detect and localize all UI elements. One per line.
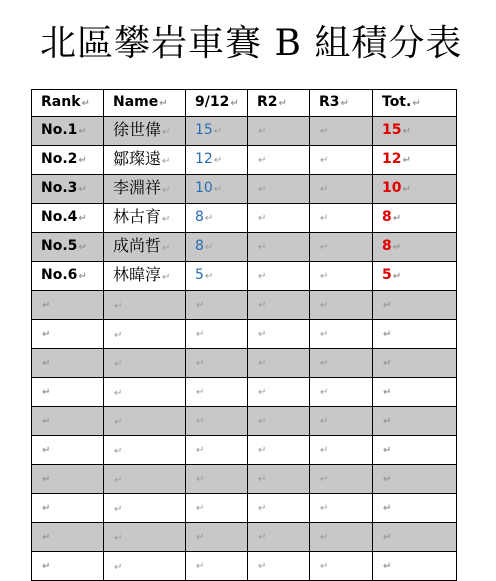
cell-total xyxy=(373,291,457,320)
cell-name xyxy=(104,349,186,378)
cell-round-3 xyxy=(310,436,373,465)
cell-round-1 xyxy=(186,291,248,320)
cell-total: 10↵ xyxy=(373,175,457,204)
paragraph-mark: ↵ xyxy=(402,155,411,166)
paragraph-mark: ↵ xyxy=(258,213,267,224)
header-round-1: 9/12↵ xyxy=(186,90,248,117)
cell-name xyxy=(104,407,186,436)
paragraph-mark: ↵ xyxy=(42,358,51,369)
header-round-3: R3↵ xyxy=(310,90,373,117)
paragraph-mark: ↵ xyxy=(162,272,171,283)
header-row xyxy=(32,90,457,117)
paragraph-mark: ↵ xyxy=(42,445,51,456)
cell-rank xyxy=(32,291,104,320)
paragraph-mark: ↵ xyxy=(258,503,267,514)
cell-total: 15↵ xyxy=(373,117,457,146)
cell-round-1 xyxy=(186,407,248,436)
cell-rank xyxy=(32,523,104,552)
cell-round-3 xyxy=(310,494,373,523)
paragraph-mark: ↵ xyxy=(258,300,267,311)
paragraph-mark: ↵ xyxy=(78,126,87,137)
cell-rank: No.1↵ xyxy=(32,117,104,146)
cell-round-1 xyxy=(186,523,248,552)
paragraph-mark: ↵ xyxy=(383,300,392,311)
cell-total: 8↵ xyxy=(373,204,457,233)
paragraph-mark: ↵ xyxy=(42,416,51,427)
paragraph-mark: ↵ xyxy=(204,242,214,253)
cell-total: 5↵ xyxy=(373,262,457,291)
cell-round-3 xyxy=(310,523,373,552)
cell-total xyxy=(373,436,457,465)
table-row xyxy=(32,146,457,175)
cell-name xyxy=(104,436,186,465)
paragraph-mark: ↵ xyxy=(204,271,214,282)
page-title: 北區攀岩車賽 B 組積分表 xyxy=(40,23,463,64)
cell-total xyxy=(373,378,457,407)
paragraph-mark: ↵ xyxy=(320,416,329,427)
cell-round-2 xyxy=(248,262,310,291)
cell-name xyxy=(104,552,186,581)
cell-rank xyxy=(32,465,104,494)
paragraph-mark: ↵ xyxy=(196,561,205,572)
cell-round-2 xyxy=(248,407,310,436)
paragraph-mark: ↵ xyxy=(320,387,329,398)
cell-name xyxy=(104,494,186,523)
table-row xyxy=(32,523,457,552)
paragraph-mark: ↵ xyxy=(162,214,171,225)
table-row xyxy=(32,436,457,465)
paragraph-mark: ↵ xyxy=(258,271,267,282)
paragraph-mark: ↵ xyxy=(78,271,87,282)
cell-round-2 xyxy=(248,204,310,233)
cell-round-1 xyxy=(186,436,248,465)
paragraph-mark: ↵ xyxy=(258,416,267,427)
paragraph-mark: ↵ xyxy=(213,126,223,137)
paragraph-mark: ↵ xyxy=(320,126,329,137)
cell-rank: No.3↵ xyxy=(32,175,104,204)
table-row xyxy=(32,494,457,523)
paragraph-mark: ↵ xyxy=(320,474,329,485)
paragraph-mark: ↵ xyxy=(42,561,51,572)
paragraph-mark: ↵ xyxy=(402,126,411,137)
cell-round-3 xyxy=(310,117,373,146)
cell-round-1: 10↵ xyxy=(186,175,248,204)
paragraph-mark: ↵ xyxy=(114,330,123,341)
paragraph-mark: ↵ xyxy=(114,301,123,312)
paragraph-mark: ↵ xyxy=(383,445,392,456)
cell-round-1: 15↵ xyxy=(186,117,248,146)
paragraph-mark: ↵ xyxy=(258,561,267,572)
paragraph-mark: ↵ xyxy=(383,387,392,398)
paragraph-mark: ↵ xyxy=(196,300,205,311)
cell-round-1: 8↵ xyxy=(186,233,248,262)
cell-name: 成尚哲↵ xyxy=(104,233,186,262)
paragraph-mark: ↵ xyxy=(320,213,329,224)
cell-name xyxy=(104,320,186,349)
cell-round-2 xyxy=(248,291,310,320)
cell-round-1: 8↵ xyxy=(186,204,248,233)
paragraph-mark: ↵ xyxy=(196,532,205,543)
paragraph-mark: ↵ xyxy=(42,387,51,398)
paragraph-mark: ↵ xyxy=(114,417,123,428)
cell-round-1: 12↵ xyxy=(186,146,248,175)
cell-round-2 xyxy=(248,320,310,349)
cell-round-1: 5↵ xyxy=(186,262,248,291)
paragraph-mark: ↵ xyxy=(258,474,267,485)
cell-round-3 xyxy=(310,378,373,407)
paragraph-mark: ↵ xyxy=(383,329,392,340)
paragraph-mark: ↵ xyxy=(114,388,123,399)
cell-total xyxy=(373,349,457,378)
cell-round-2 xyxy=(248,552,310,581)
cell-rank: No.2↵ xyxy=(32,146,104,175)
paragraph-mark: ↵ xyxy=(320,561,329,572)
paragraph-mark: ↵ xyxy=(42,300,51,311)
cell-rank xyxy=(32,436,104,465)
cell-name xyxy=(104,465,186,494)
cell-rank xyxy=(32,552,104,581)
paragraph-mark: ↵ xyxy=(320,242,329,253)
paragraph-mark: ↵ xyxy=(383,532,392,543)
cell-rank xyxy=(32,407,104,436)
paragraph-mark: ↵ xyxy=(392,271,402,282)
paragraph-mark: ↵ xyxy=(320,532,329,543)
paragraph-mark: ↵ xyxy=(258,329,267,340)
paragraph-mark: ↵ xyxy=(204,213,214,224)
cell-round-1 xyxy=(186,494,248,523)
cell-name: 徐世偉↵ xyxy=(104,117,186,146)
paragraph-mark: ↵ xyxy=(383,503,392,514)
paragraph-mark: ↵ xyxy=(196,329,205,340)
table-row xyxy=(32,552,457,581)
cell-name: 林古育↵ xyxy=(104,204,186,233)
paragraph-mark: ↵ xyxy=(383,561,392,572)
paragraph-mark: ↵ xyxy=(320,271,329,282)
table-row xyxy=(32,117,457,146)
paragraph-mark: ↵ xyxy=(42,329,51,340)
paragraph-mark: ↵ xyxy=(320,155,329,166)
paragraph-mark: ↵ xyxy=(258,155,267,166)
paragraph-mark: ↵ xyxy=(258,126,267,137)
paragraph-mark: ↵ xyxy=(258,358,267,369)
paragraph-mark: ↵ xyxy=(320,445,329,456)
cell-round-3 xyxy=(310,262,373,291)
paragraph-mark: ↵ xyxy=(320,300,329,311)
paragraph-mark: ↵ xyxy=(383,474,392,485)
score-table xyxy=(31,89,457,581)
cell-total xyxy=(373,523,457,552)
cell-name xyxy=(104,523,186,552)
cell-rank xyxy=(32,320,104,349)
table-body xyxy=(32,117,457,581)
table-row xyxy=(32,407,457,436)
cell-round-3 xyxy=(310,146,373,175)
header-total: Tot.↵ xyxy=(373,90,457,117)
cell-rank xyxy=(32,378,104,407)
paragraph-mark: ↵ xyxy=(258,184,267,195)
paragraph-mark: ↵ xyxy=(78,155,87,166)
cell-name: 林暐淳↵ xyxy=(104,262,186,291)
paragraph-mark: ↵ xyxy=(78,184,87,195)
cell-round-3 xyxy=(310,552,373,581)
paragraph-mark: ↵ xyxy=(114,475,123,486)
paragraph-mark: ↵ xyxy=(320,329,329,340)
paragraph-mark: ↵ xyxy=(42,503,51,514)
cell-round-2 xyxy=(248,175,310,204)
cell-round-2 xyxy=(248,436,310,465)
paragraph-mark: ↵ xyxy=(196,416,205,427)
table-row xyxy=(32,465,457,494)
paragraph-mark: ↵ xyxy=(42,474,51,485)
cell-round-3 xyxy=(310,349,373,378)
cell-round-3 xyxy=(310,465,373,494)
cell-round-1 xyxy=(186,378,248,407)
paragraph-mark: ↵ xyxy=(114,446,123,457)
cell-round-3 xyxy=(310,233,373,262)
cell-total xyxy=(373,494,457,523)
cell-round-3 xyxy=(310,291,373,320)
cell-round-3 xyxy=(310,204,373,233)
paragraph-mark: ↵ xyxy=(196,474,205,485)
cell-round-2 xyxy=(248,465,310,494)
cell-total xyxy=(373,407,457,436)
table-row xyxy=(32,262,457,291)
table-row xyxy=(32,378,457,407)
cell-name: 鄒璨遠↵ xyxy=(104,146,186,175)
cell-round-2 xyxy=(248,494,310,523)
paragraph-mark: ↵ xyxy=(383,358,392,369)
cell-round-2 xyxy=(248,146,310,175)
paragraph-mark: ↵ xyxy=(213,184,223,195)
table-row xyxy=(32,320,457,349)
paragraph-mark: ↵ xyxy=(162,156,171,167)
table-row xyxy=(32,175,457,204)
cell-round-1 xyxy=(186,320,248,349)
cell-name: 李淵祥↵ xyxy=(104,175,186,204)
header-name: Name↵ xyxy=(104,90,186,117)
cell-round-2 xyxy=(248,378,310,407)
paragraph-mark: ↵ xyxy=(78,242,87,253)
table-row xyxy=(32,233,457,262)
cell-round-2 xyxy=(248,349,310,378)
paragraph-mark: ↵ xyxy=(114,533,123,544)
paragraph-mark: ↵ xyxy=(196,358,205,369)
paragraph-mark: ↵ xyxy=(162,185,171,196)
paragraph-mark: ↵ xyxy=(114,359,123,370)
table-row xyxy=(32,291,457,320)
cell-total: 8↵ xyxy=(373,233,457,262)
cell-round-2 xyxy=(248,117,310,146)
paragraph-mark: ↵ xyxy=(162,243,171,254)
paragraph-mark: ↵ xyxy=(162,127,171,138)
cell-total xyxy=(373,552,457,581)
paragraph-mark: ↵ xyxy=(258,242,267,253)
paragraph-mark: ↵ xyxy=(320,358,329,369)
paragraph-mark: ↵ xyxy=(402,184,411,195)
table-row xyxy=(32,204,457,233)
cell-round-3 xyxy=(310,175,373,204)
cell-round-1 xyxy=(186,465,248,494)
cell-name xyxy=(104,378,186,407)
paragraph-mark: ↵ xyxy=(258,387,267,398)
paragraph-mark: ↵ xyxy=(383,416,392,427)
paragraph-mark: ↵ xyxy=(320,503,329,514)
paragraph-mark: ↵ xyxy=(114,504,123,515)
cell-round-3 xyxy=(310,320,373,349)
header-round-2: R2↵ xyxy=(248,90,310,117)
cell-round-1 xyxy=(186,349,248,378)
cell-total xyxy=(373,320,457,349)
cell-round-2 xyxy=(248,233,310,262)
header-rank: Rank↵ xyxy=(32,90,104,117)
paragraph-mark: ↵ xyxy=(196,503,205,514)
paragraph-mark: ↵ xyxy=(114,562,123,573)
cell-total: 12↵ xyxy=(373,146,457,175)
paragraph-mark: ↵ xyxy=(196,445,205,456)
cell-rank: No.5↵ xyxy=(32,233,104,262)
paragraph-mark: ↵ xyxy=(196,387,205,398)
cell-rank: No.4↵ xyxy=(32,204,104,233)
cell-round-1 xyxy=(186,552,248,581)
paragraph-mark: ↵ xyxy=(258,445,267,456)
cell-round-2 xyxy=(248,523,310,552)
paragraph-mark: ↵ xyxy=(213,155,223,166)
cell-rank: No.6↵ xyxy=(32,262,104,291)
paragraph-mark: ↵ xyxy=(392,213,402,224)
paragraph-mark: ↵ xyxy=(392,242,402,253)
cell-round-3 xyxy=(310,407,373,436)
cell-total xyxy=(373,465,457,494)
cell-name xyxy=(104,291,186,320)
paragraph-mark: ↵ xyxy=(78,213,87,224)
paragraph-mark: ↵ xyxy=(42,532,51,543)
cell-rank xyxy=(32,349,104,378)
paragraph-mark: ↵ xyxy=(258,532,267,543)
table-row xyxy=(32,349,457,378)
paragraph-mark: ↵ xyxy=(320,184,329,195)
cell-rank xyxy=(32,494,104,523)
